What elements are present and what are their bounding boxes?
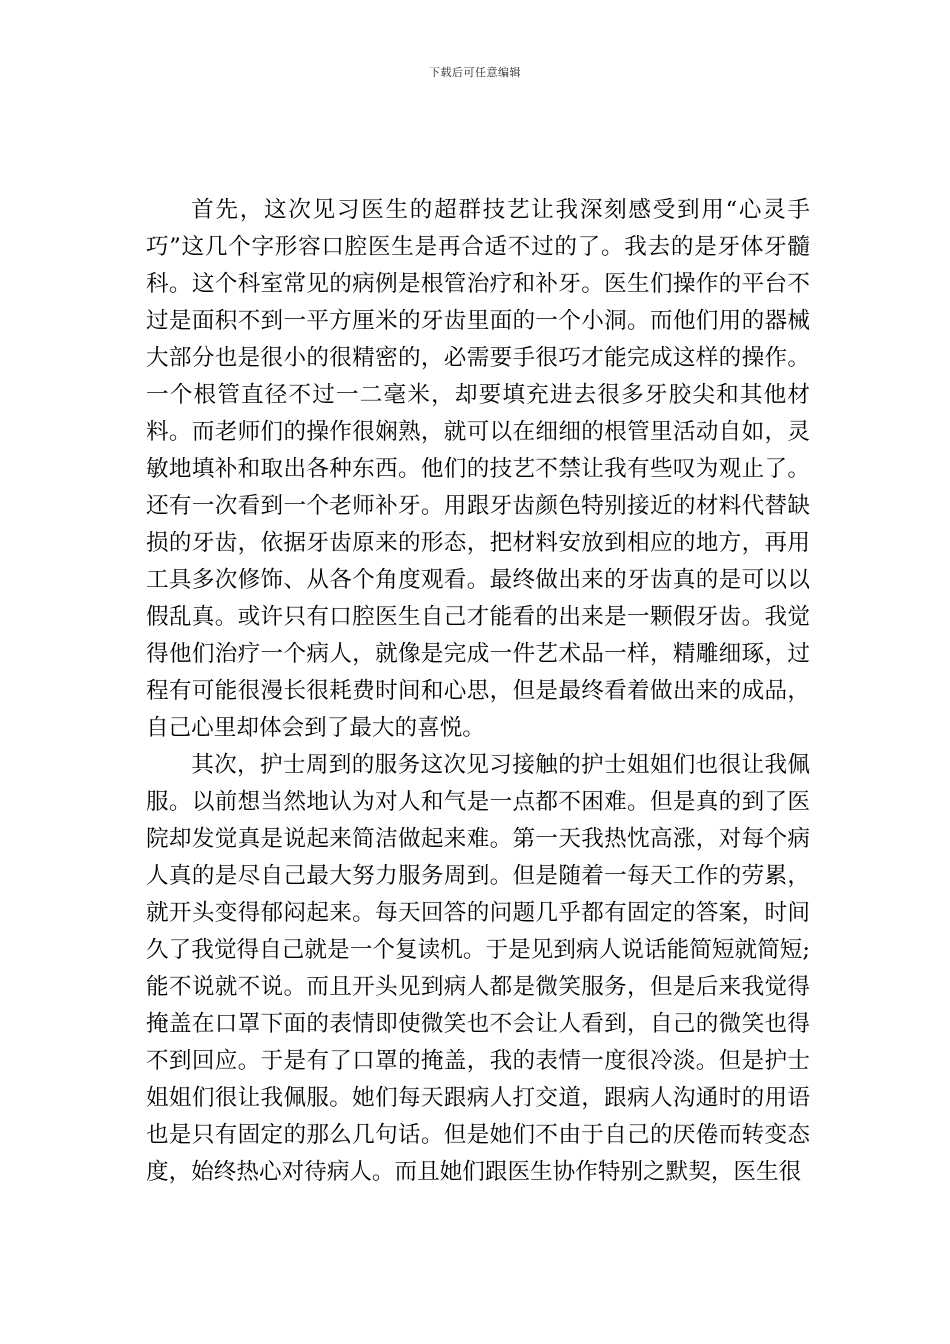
paragraph-second: 其次，护士周到的服务这次见习接触的护士姐姐们也很让我佩服。以前想当然地认为对人和气是一点都不困难。但是真的到了医院却发觉真是说起来简洁做起来难。第一天我热忱高涨，对每个病人真的是尽自己最大努力服务周到。但是随着一每天工作的劳累，就开头变得郁闷起来。每天回答的问题几乎都有固定的答案，时间久了我觉得自己就是一个复读机。于是见到病人说话能简短就简短;能不说就不说。而且开头见到病人都是微笑服务，但是后来我觉得掩盖在口罩下面的表情即使微笑也不会让人看到，自己的微笑也得不到回应。于是有了口罩的掩盖，我的表情一度很冷淡。但是护士姐姐们很让我佩服。她们每天跟病人打交道，跟病人沟通时的用语也是只有固定的那么几句话。但是她们不由于自己的厌倦而转变态度，始终热心对待病人。而且她们跟医生协作特别之默契，医生很 [146,752,810,1185]
paragraph-first: 首先，这次见习医生的超群技艺让我深刻感受到用“心灵手巧”这几个字形容口腔医生是再合适不过的了。我去的是牙体牙髓科。这个科室常见的病例是根管治疗和补牙。医生们操作的平台不过是面积不到一平方厘米的牙齿里面的一个小洞。而他们用的器械大部分也是很小的很精密的，必需要手很巧才能完成这样的操作。一个根管直径不过一二毫米，却要填充进去很多牙胶尖和其他材料。而老师们的操作很娴熟，就可以在细细的根管里活动自如，灵敏地填补和取出各种东西。他们的技艺不禁让我有些叹为观止了。还有一次看到一个老师补牙。用跟牙齿颜色特别接近的材料代替缺损的牙齿，依据牙齿原来的形态，把材料安放到相应的地方，再用工具多次修饰、从各个角度观看。最终做出来的牙齿真的是可以以假乱真。或许只有口腔医生自己才能看的出来是一颗假牙齿。我觉得他们治疗一个病人，就像是完成一件艺术品一样，精雕细琢，过程有可能很漫长很耗费时间和心思，但是最终看着做出来的成品，自己心里却体会到了最大的喜悦。 [146,197,810,741]
document-body [146,192,810,1191]
page-header: 下载后可任意编辑 [429,66,521,79]
